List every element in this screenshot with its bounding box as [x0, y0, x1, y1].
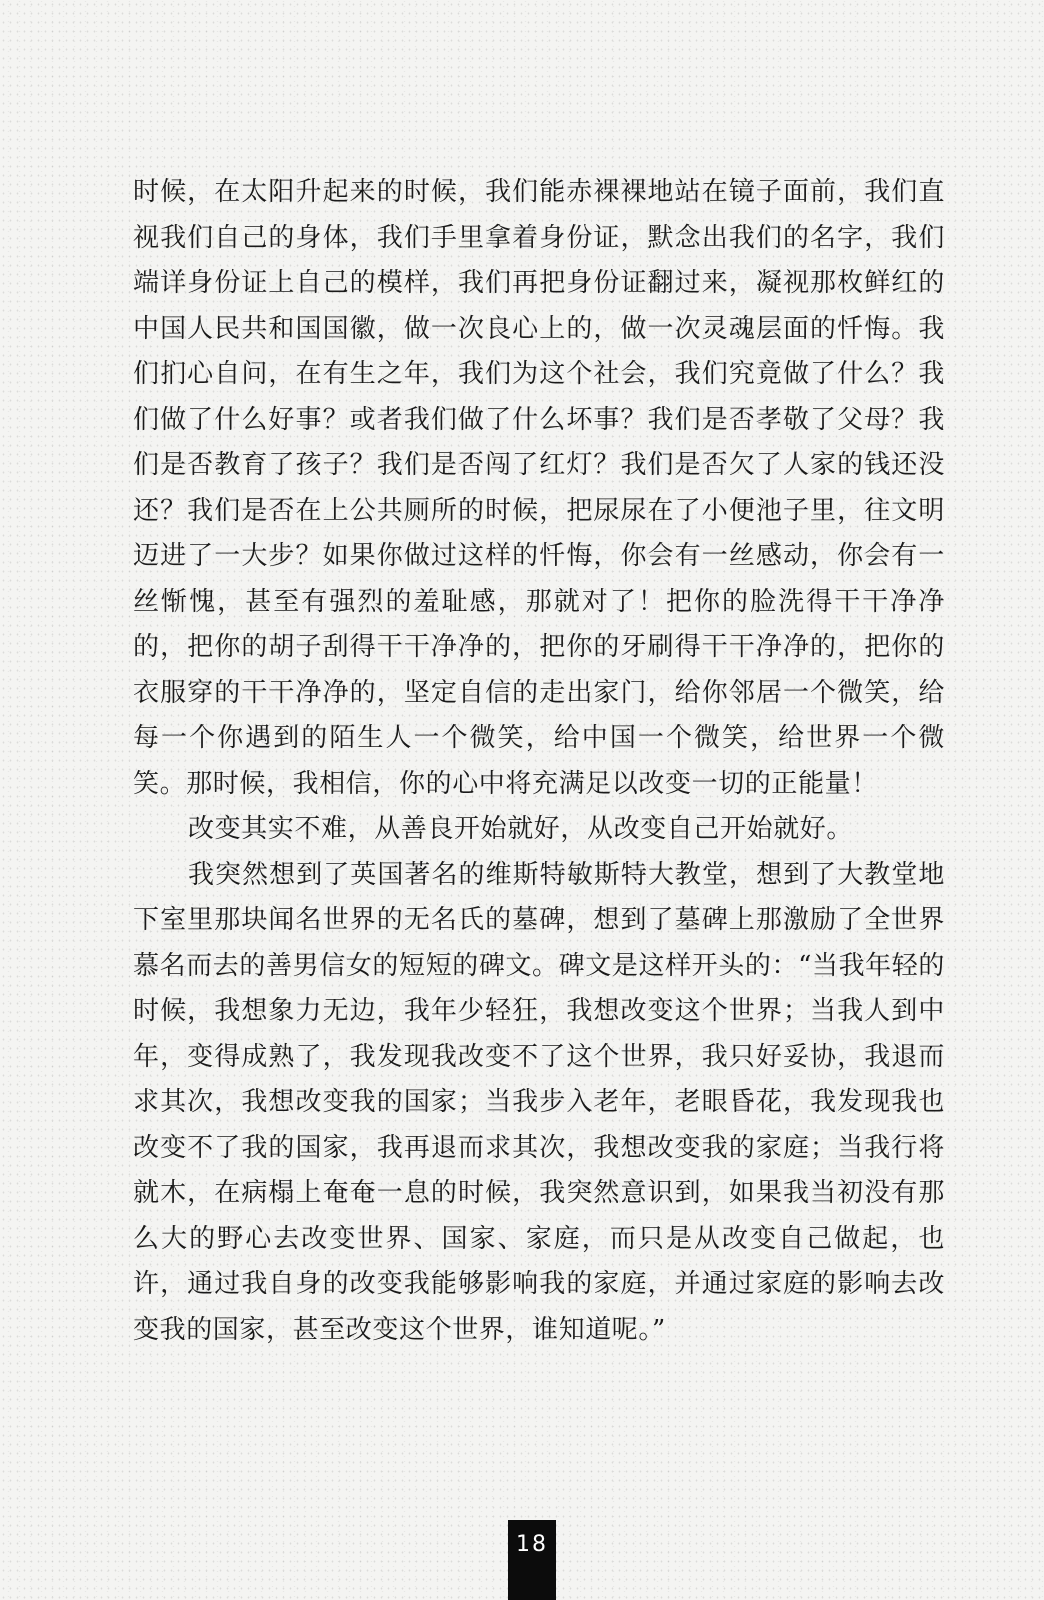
page-number: 18 — [516, 1532, 548, 1557]
paragraph-westminster-epitaph: 我突然想到了英国著名的维斯特敏斯特大教堂，想到了大教堂地下室里那块闻名世界的无名氏的墓碑，想到了墓碑上那激励了全世界慕名而去的善男信女的短短的碑文。碑文是这样开头的：“当我年轻的时候，我想象力无边，我年少轻狂，我想改变这个世界；当我人到中年，变得成熟了，我发现我改变不了这个世界，我只好妥协，我退而求其次，我想改变我的国家；当我步入老年，老眼昏花，我发现我也改变不了我的国家，我再退而求其次，我想改变我的家庭；当我行将就木，在病榻上奄奄一息的时候，我突然意识到，如果我当初没有那么大的野心去改变世界、国家、家庭，而只是从改变自己做起，也许，通过我自身的改变我能够影响我的家庭，并通过家庭的影响去改变我的国家，甚至改变这个世界，谁知道呢。” — [133, 859, 945, 1345]
body-text — [133, 170, 945, 1353]
paragraph-continued: 时候，在太阳升起来的时候，我们能赤裸裸地站在镜子面前，我们直视我们自己的身体，我们手里拿着身份证，默念出我们的名字，我们端详身份证上自己的模样，我们再把身份证翻过来，凝视那枚鲜红的中国人民共和国国徽，做一次良心上的，做一次灵魂层面的忏悔。我们扪心自问，在有生之年，我们为这个社会，我们究竟做了什么？我们做了什么好事？或者我们做了什么坏事？我们是否孝敬了父母？我们是否教育了孩子？我们是否闯了红灯？我们是否欠了人家的钱还没还？我们是否在上公共厕所的时候，把尿尿在了小便池子里，往文明迈进了一大步？如果你做过这样的忏悔，你会有一丝感动，你会有一丝惭愧，甚至有强烈的羞耻感，那就对了！把你的脸洗得干干净净的，把你的胡子刮得干干净净的，把你的牙刷得干干净净的，把你的衣服穿的干干净净的，坚定自信的走出家门，给你邻居一个微笑，给每一个你遇到的陌生人一个微笑，给中国一个微笑，给世界一个微笑。那时候，我相信，你的心中将充满足以改变一切的正能量！ — [133, 177, 945, 799]
page-number-tab — [508, 1520, 556, 1600]
paragraph-change-is-not-hard: 改变其实不难，从善良开始就好，从改变自己开始就好。 — [188, 814, 854, 844]
